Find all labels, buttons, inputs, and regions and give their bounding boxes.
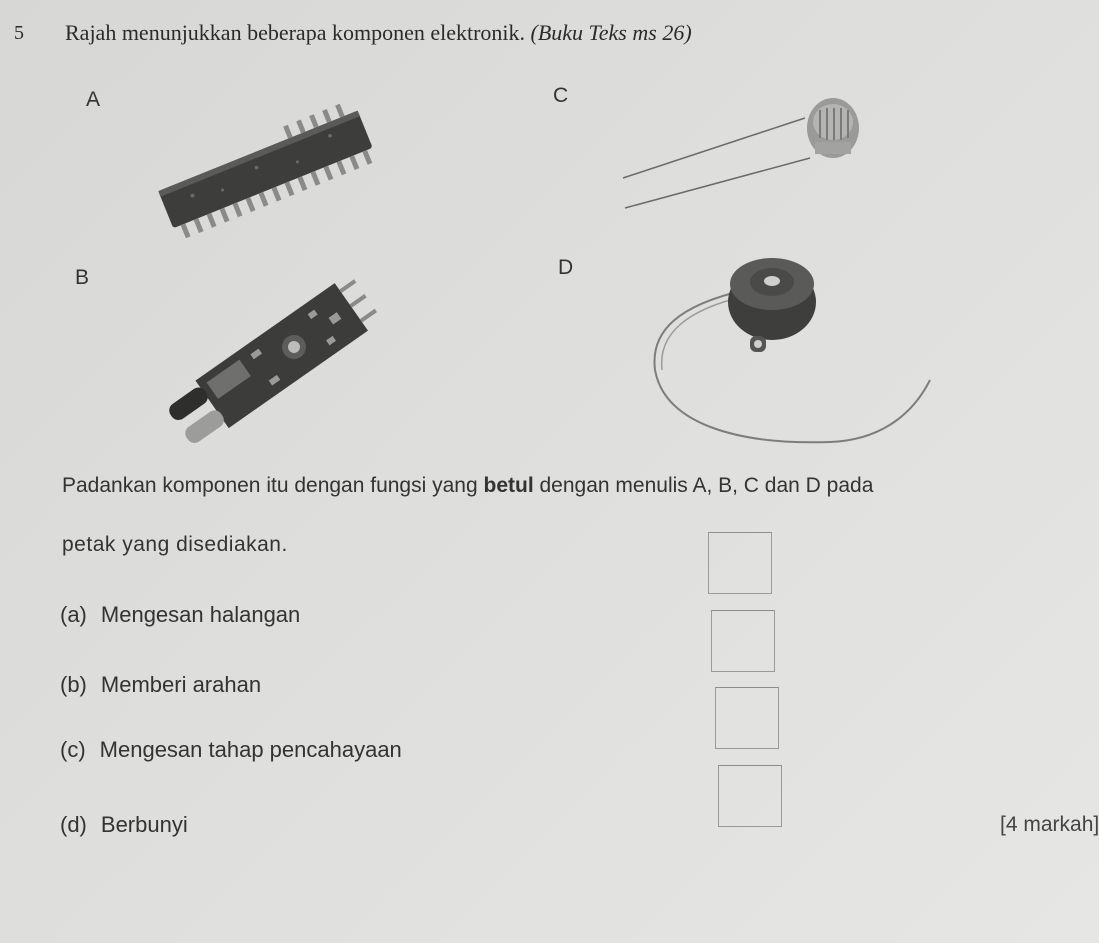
answer-box-c[interactable]	[715, 687, 779, 749]
answer-box-b[interactable]	[711, 610, 775, 672]
instruction-bold: betul	[483, 474, 534, 497]
buzzer-icon	[650, 250, 935, 455]
item-b-text: Memberi arahan	[100, 672, 262, 697]
textbook-reference: (Buku Teks ms 26)	[530, 20, 692, 45]
ldr-icon	[615, 80, 865, 220]
question-text	[65, 20, 692, 46]
question-stem: Rajah menunjukkan beberapa komponen elektronik.	[65, 20, 526, 45]
item-b	[60, 672, 261, 698]
item-d-letter: (d)	[60, 812, 87, 837]
ir-sensor-module-icon	[150, 265, 390, 460]
component-label-a: A	[86, 88, 101, 111]
item-d	[60, 812, 188, 838]
instruction-part2: dengan menulis A, B, C dan D pada	[533, 474, 874, 497]
item-c	[60, 737, 402, 763]
item-a-text: Mengesan halangan	[100, 602, 301, 627]
item-c-letter: (c)	[60, 737, 86, 762]
item-a	[60, 602, 300, 628]
component-label-c: C	[553, 84, 569, 107]
question-number: 5	[14, 22, 24, 44]
item-c-text: Mengesan tahap pencahayaan	[99, 737, 402, 762]
instruction-text	[62, 474, 873, 498]
ic-chip-icon	[150, 95, 380, 255]
instruction-part1: Padankan komponen itu dengan fungsi yang	[62, 474, 484, 497]
answer-box-d[interactable]	[718, 765, 782, 827]
item-b-letter: (b)	[60, 672, 87, 697]
component-label-b: B	[75, 266, 90, 289]
item-d-text: Berbunyi	[100, 812, 188, 837]
component-label-d: D	[558, 256, 574, 279]
instruction-line2: petak yang disediakan.	[62, 533, 288, 556]
answer-box-a[interactable]	[708, 532, 772, 594]
marks-label: [4 markah]	[1000, 813, 1099, 836]
item-a-letter: (a)	[60, 602, 87, 627]
